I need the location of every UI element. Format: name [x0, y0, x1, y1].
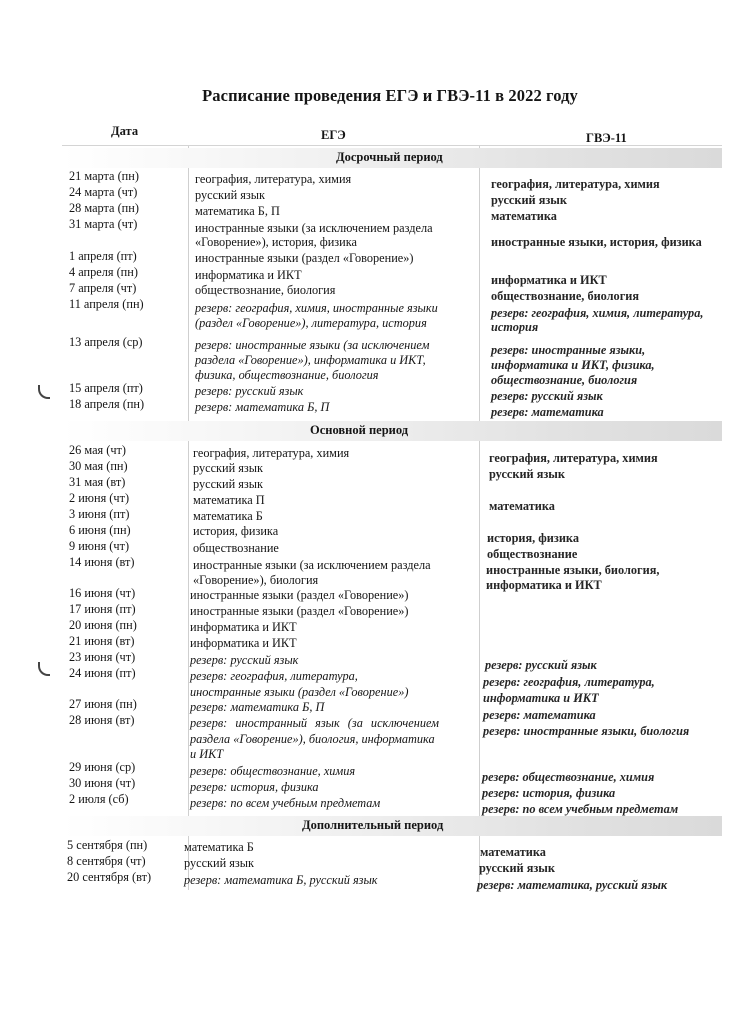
gve-cell: резерв: география, химия, литература, [491, 306, 704, 320]
page-title: Расписание проведения ЕГЭ и ГВЭ-11 в 2022 году [202, 86, 578, 105]
ege-cell: обществознание, биология [195, 283, 336, 297]
date-cell: 1 апреля (пт) [69, 249, 137, 263]
ege-cell: история, физика [193, 524, 279, 538]
date-cell: 2 июня (чт) [69, 491, 130, 505]
gve-cell: резерв: обществознание, химия [482, 770, 655, 784]
ege-cell: русский язык [195, 188, 266, 202]
date-cell: 26 мая (чт) [69, 443, 127, 457]
gve-cell: резерв: математика [491, 405, 604, 419]
gve-cell: резерв: русский язык [491, 389, 603, 403]
binder-mark [38, 385, 50, 399]
ege-cell: и ИКТ [190, 747, 224, 761]
column-header-gve: ГВЭ-11 [586, 131, 627, 145]
gve-cell: информатика и ИКТ [483, 691, 599, 705]
date-cell: 20 сентября (вт) [67, 870, 152, 884]
gve-cell: география, литература, химия [491, 177, 660, 191]
date-cell: 24 марта (чт) [69, 185, 138, 199]
gve-cell: информатика и ИКТ, физика, [491, 358, 655, 372]
ege-cell: обществознание [193, 541, 279, 555]
table-divider [62, 145, 722, 146]
date-cell: 14 июня (вт) [69, 555, 135, 569]
gve-cell: иностранные языки, биология, [486, 563, 660, 577]
ege-cell: резерв: математика Б, П [195, 400, 330, 414]
ege-cell: математика Б [193, 509, 263, 523]
gve-cell: резерв: иностранные языки, биология [483, 724, 690, 738]
ege-cell: раздела «Говорение»), информатика и ИКТ, [195, 353, 426, 367]
gve-cell: резерв: история, физика [482, 786, 616, 800]
column-header-date: Дата [111, 124, 139, 138]
date-cell: 16 июня (чт) [69, 586, 136, 600]
date-cell: 7 апреля (чт) [69, 281, 137, 295]
gve-cell: резерв: русский язык [485, 658, 597, 672]
gve-cell: математика [491, 209, 557, 223]
gve-cell: резерв: математика [483, 708, 596, 722]
ege-cell: иностранные языки (раздел «Говорение») [195, 251, 414, 265]
date-cell: 3 июня (пт) [69, 507, 130, 521]
ege-cell: иностранные языки (раздел «Говорение») [190, 685, 409, 699]
ege-cell: математика П [193, 493, 265, 507]
gve-cell: история [491, 320, 539, 334]
ege-cell: информатика и ИКТ [195, 268, 302, 282]
gve-cell: русский язык [479, 861, 555, 875]
date-cell: 21 июня (вт) [69, 634, 135, 648]
section-label: Досрочный период [336, 150, 443, 164]
ege-cell: резерв: русский язык [195, 384, 304, 398]
date-cell: 28 июня (вт) [69, 713, 135, 727]
ege-cell: информатика и ИКТ [190, 636, 297, 650]
date-cell: 29 июня (ср) [69, 760, 136, 774]
date-cell: 31 мая (вт) [69, 475, 126, 489]
ege-cell: русский язык [184, 856, 255, 870]
ege-cell: резерв: по всем учебным предметам [190, 796, 381, 810]
section-label: Дополнительный период [302, 818, 444, 832]
table-divider [188, 145, 189, 890]
binder-mark [38, 662, 50, 676]
date-cell: 18 апреля (пн) [69, 397, 145, 411]
ege-cell: физика, обществознание, биология [195, 368, 379, 382]
date-cell: 9 июня (чт) [69, 539, 130, 553]
ege-cell: резерв: география, литература, [190, 669, 358, 683]
gve-cell: обществознание [487, 547, 578, 561]
ege-cell: резерв: география, химия, иностранные языки [195, 301, 438, 315]
ege-cell: резерв: математика Б, П [190, 700, 325, 714]
ege-cell: математика Б, П [195, 204, 280, 218]
date-cell: 8 сентября (чт) [67, 854, 146, 868]
date-cell: 2 июля (сб) [69, 792, 129, 806]
date-cell: 5 сентября (пн) [67, 838, 148, 852]
date-cell: 24 июня (пт) [69, 666, 136, 680]
date-cell: 21 марта (пн) [69, 169, 139, 183]
table-divider [479, 145, 480, 890]
date-cell: 30 июня (чт) [69, 776, 136, 790]
gve-cell: математика [489, 499, 555, 513]
gve-cell: информатика и ИКТ [491, 273, 607, 287]
ege-cell: резерв: иностранный язык (за исключением [190, 716, 439, 730]
ege-cell: резерв: история, физика [190, 780, 319, 794]
column-header-ege: ЕГЭ [321, 128, 346, 142]
gve-cell: обществознание, биология [491, 289, 640, 303]
section-label: Основной период [310, 423, 409, 437]
ege-cell: раздела «Говорение»), биология, информатика [190, 732, 435, 746]
gve-cell: резерв: математика, русский язык [477, 878, 668, 892]
gve-cell: информатика и ИКТ [486, 578, 602, 592]
ege-cell: резерв: иностранные языки (за исключением [195, 338, 430, 352]
ege-cell: математика Б [184, 840, 254, 854]
gve-cell: русский язык [491, 193, 567, 207]
date-cell: 13 апреля (ср) [69, 335, 143, 349]
gve-cell: резерв: иностранные языки, [491, 343, 646, 357]
ege-cell: резерв: обществознание, химия [190, 764, 356, 778]
ege-cell: география, литература, химия [193, 446, 350, 460]
gve-cell: история, физика [487, 531, 579, 545]
ege-cell: иностранные языки (за исключением раздела [195, 221, 433, 235]
ege-cell: русский язык [193, 477, 264, 491]
gve-cell: резерв: по всем учебным предметам [482, 802, 679, 816]
ege-cell: «Говорение»), история, физика [195, 235, 357, 249]
date-cell: 15 апреля (пт) [69, 381, 143, 395]
gve-cell: иностранные языки, история, физика [491, 235, 702, 249]
date-cell: 27 июня (пн) [69, 697, 137, 711]
gve-cell: русский язык [489, 467, 565, 481]
ege-cell: информатика и ИКТ [190, 620, 297, 634]
ege-cell: «Говорение»), биология [193, 573, 319, 587]
date-cell: 11 апреля (пн) [69, 297, 144, 311]
gve-cell: география, литература, химия [489, 451, 658, 465]
ege-cell: резерв: математика Б, русский язык [184, 873, 378, 887]
ege-cell: иностранные языки (раздел «Говорение») [190, 604, 409, 618]
gve-cell: обществознание, биология [491, 373, 638, 387]
date-cell: 20 июня (пн) [69, 618, 137, 632]
date-cell: 28 марта (пн) [69, 201, 139, 215]
gve-cell: математика [480, 845, 546, 859]
ege-cell: русский язык [193, 461, 264, 475]
date-cell: 17 июня (пт) [69, 602, 136, 616]
date-cell: 31 марта (чт) [69, 217, 138, 231]
section-early-period [62, 148, 722, 168]
section-main-period [62, 421, 722, 441]
ege-cell: (раздел «Говорение»), литература, история [195, 316, 427, 330]
date-cell: 30 мая (пн) [69, 459, 128, 473]
ege-cell: резерв: русский язык [190, 653, 299, 667]
ege-cell: иностранные языки (раздел «Говорение») [190, 588, 409, 602]
section-additional-period [62, 816, 722, 836]
date-cell: 6 июня (пн) [69, 523, 131, 537]
ege-cell: иностранные языки (за исключением раздела [193, 558, 431, 572]
date-cell: 23 июня (чт) [69, 650, 136, 664]
ege-cell: география, литература, химия [195, 172, 352, 186]
date-cell: 4 апреля (пн) [69, 265, 138, 279]
gve-cell: резерв: география, литература, [483, 675, 655, 689]
